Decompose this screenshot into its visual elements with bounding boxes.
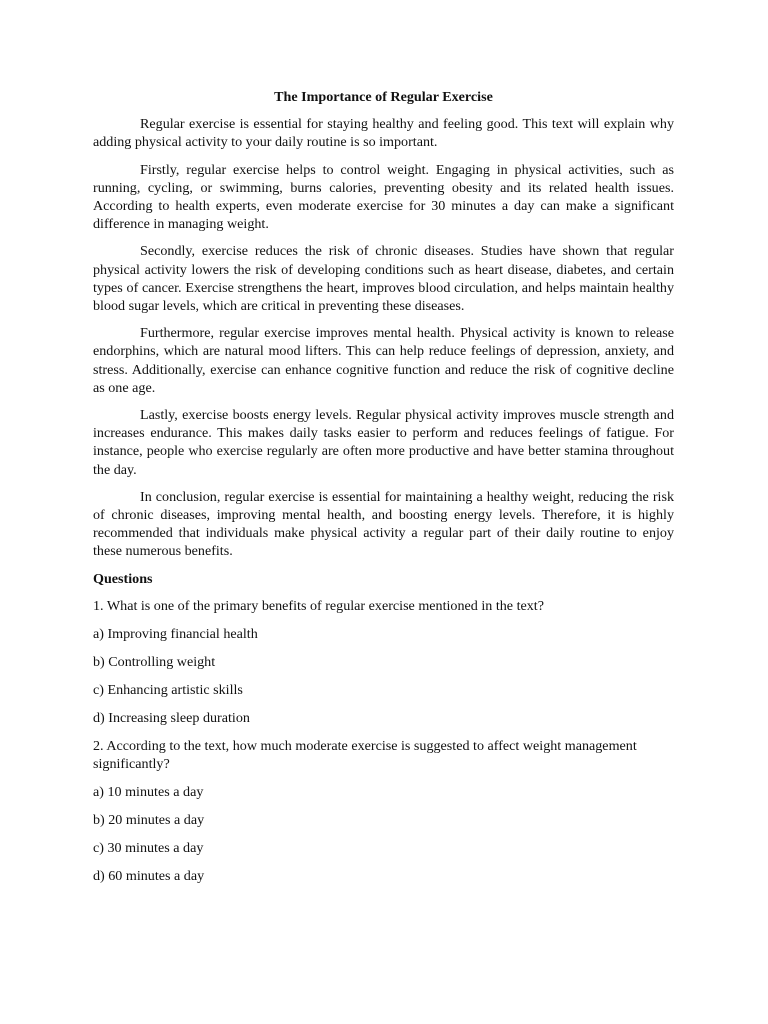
question-text: 1. What is one of the primary benefits of regular exercise mentioned in the text? bbox=[93, 597, 544, 614]
paragraph-intro: Regular exercise is essential for staying healthy and feeling good. This text will explain why adding physical activity to your daily routine is so important. bbox=[93, 116, 674, 151]
paragraph-conclusion: In conclusion, regular exercise is essential for maintaining a healthy weight, reducing the risk of chronic diseases, improving mental health, and boosting energy levels. Therefore, it is highly recommended that individuals make physical activity a regular part of their daily routine to enjoy these numerous benefits. bbox=[93, 488, 674, 560]
question-2 bbox=[93, 737, 674, 885]
answer-option: d) 60 minutes a day bbox=[93, 868, 205, 885]
document-title: The Importance of Regular Exercise bbox=[274, 89, 493, 105]
answer-option: c) 30 minutes a day bbox=[93, 840, 204, 857]
answer-option: c) Enhancing artistic skills bbox=[93, 681, 243, 698]
paragraph-mental-health: Furthermore, regular exercise improves mental health. Physical activity is known to release endorphins, which are natural mood lifters. This can help reduce feelings of depression, anxiety, and stress. Additionally, exercise can enhance cognitive function and reduce the risk of cognitive decline as one age. bbox=[93, 325, 674, 396]
paragraph-energy: Lastly, exercise boosts energy levels. Regular physical activity improves muscle strength and increases endurance. This makes daily tasks easier to perform and reduces feelings of fatigue. For instance, people who exercise regularly are often more productive and have better stamina throughout the day. bbox=[93, 407, 674, 478]
question-text: 2. According to the text, how much moderate exercise is suggested to affect weight management significantly? bbox=[93, 737, 637, 773]
document-page bbox=[93, 88, 674, 895]
paragraph-chronic-diseases: Secondly, exercise reduces the risk of chronic diseases. Studies have shown that regular physical activity lowers the risk of developing conditions such as heart disease, diabetes, and certain types of cancer. Exercise strengthens the heart, improves blood circulation, and helps maintain healthy blood sugar levels, which are critical in preventing these diseases. bbox=[93, 243, 674, 315]
question-1 bbox=[93, 597, 674, 727]
answer-option: d) Increasing sleep duration bbox=[93, 709, 250, 726]
paragraph-weight: Firstly, regular exercise helps to control weight. Engaging in physical activities, such as running, cycling, or swimming, burns calories, preventing obesity and its related health issues. According to health experts, even moderate exercise for 30 minutes a day can make a significant difference in managing weight. bbox=[93, 161, 674, 233]
questions-heading: Questions bbox=[93, 570, 153, 587]
answer-option: a) 10 minutes a day bbox=[93, 784, 204, 801]
answer-option: b) Controlling weight bbox=[93, 653, 216, 670]
answer-option: a) Improving financial health bbox=[93, 625, 258, 642]
answer-option: b) 20 minutes a day bbox=[93, 812, 205, 829]
